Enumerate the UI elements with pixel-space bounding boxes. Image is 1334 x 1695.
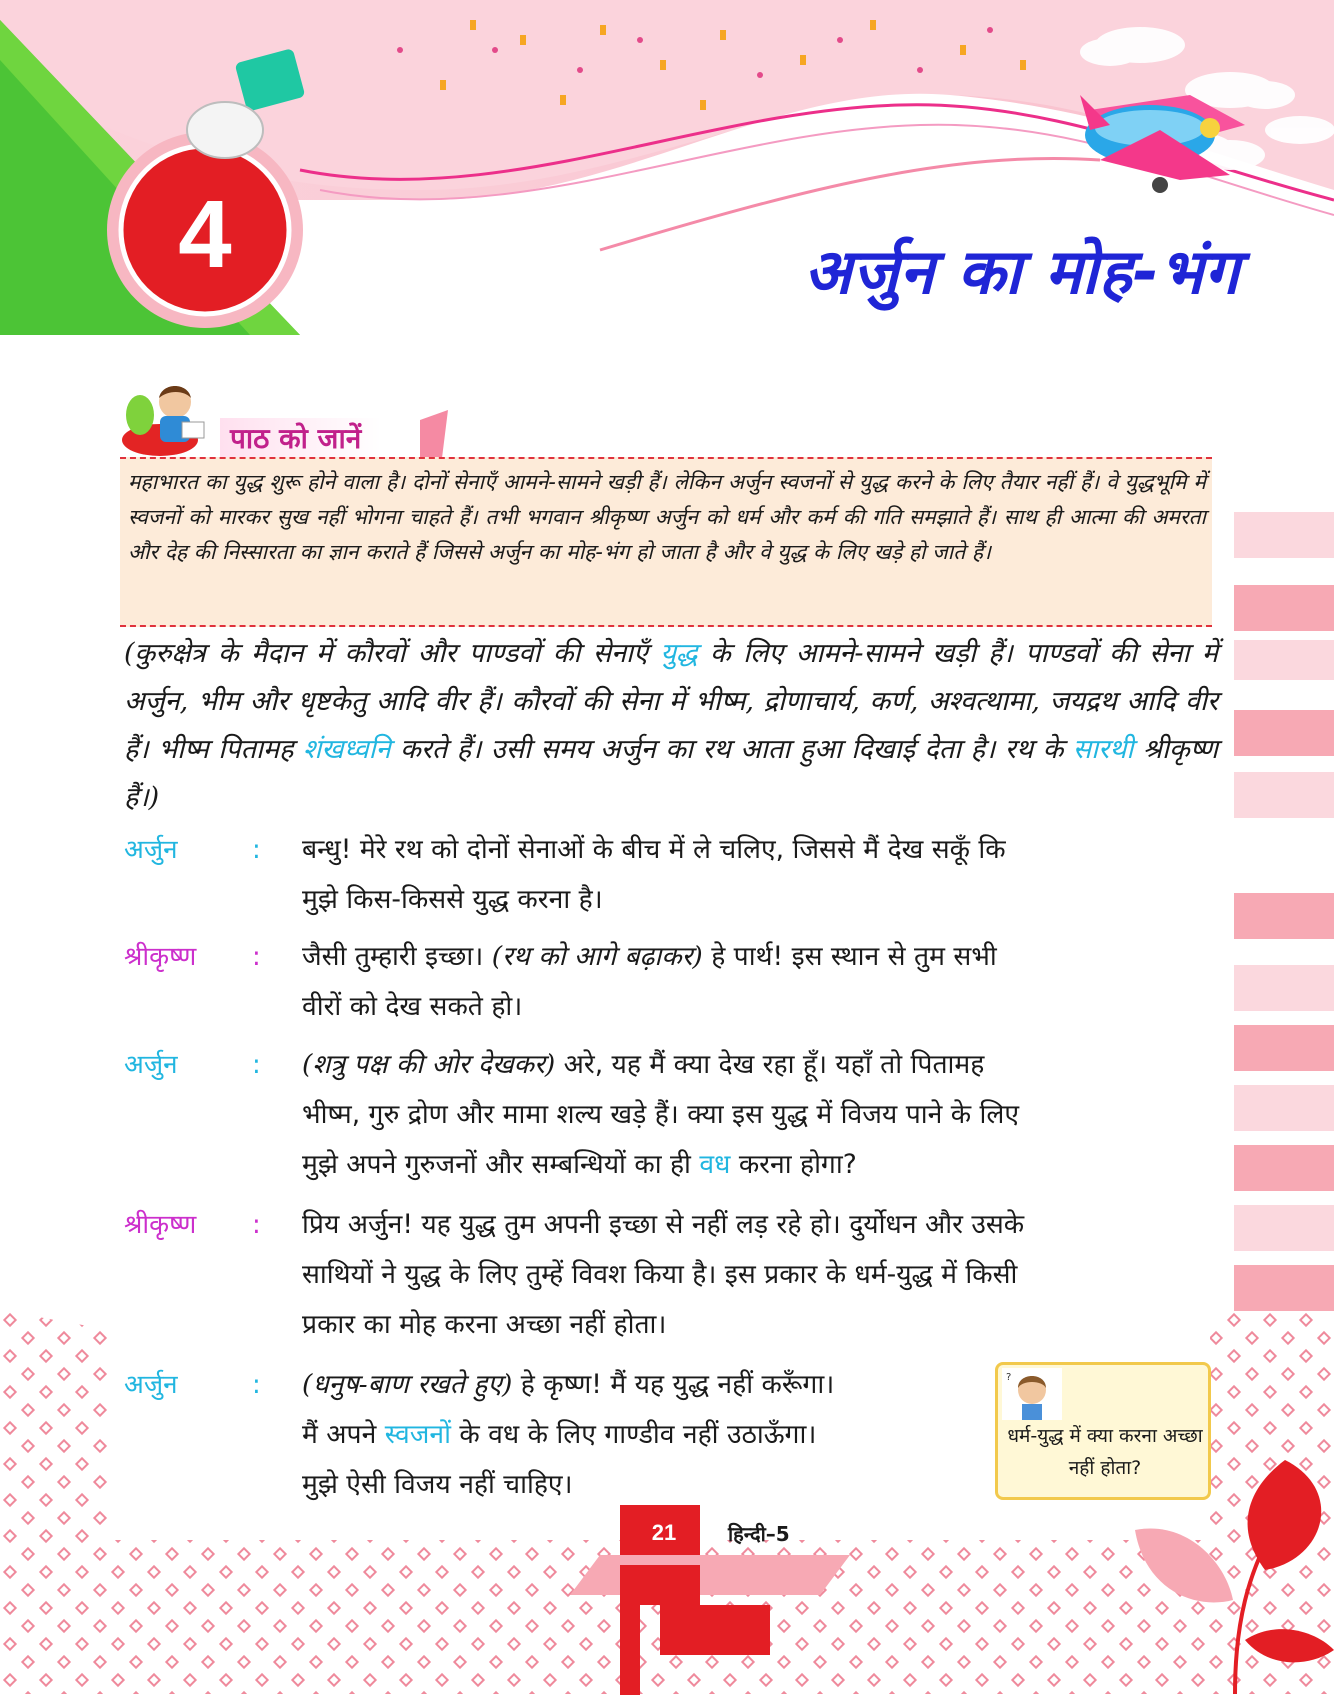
dialogue-text: के वध के लिए गाण्डीव नहीं उठाऊँगा।: [450, 1419, 817, 1450]
stage-direction-part: के लिए आमने-सामने खड़ी हैं। पाण्डवों की सेना में अर्जुन, भीम और धृष्टकेतु आदि वीर हैं। कौरवों की सेना में भीष्म, द्रोणाचार्य, कर्ण, अश्वत्थामा, जयद्रथ आदि वीर हैं। भीष्म पितामह: [124, 638, 1218, 765]
dialogue-line: [302, 1140, 1218, 1190]
dialogue-line: बन्धु! मेरे रथ को दोनों सेनाओं के बीच में ले चलिए, जिससे मैं देख सकूँ कि: [302, 834, 1006, 865]
speaker-colon: :: [252, 1210, 261, 1240]
dialogue-line: [302, 1410, 1002, 1460]
speaker-colon: :: [252, 1370, 261, 1400]
dialogue-line: भीष्म, गुरु द्रोण और मामा शल्य खड़े हैं। क्या इस युद्ध में विजय पाने के लिए: [302, 1099, 1020, 1130]
dialogue-2: [124, 932, 1218, 1042]
side-band: [1234, 1205, 1334, 1251]
chapter-title: अर्जुन का मोह-भंग: [804, 235, 1240, 308]
dialogue-text: हे कृष्ण! मैं यह युद्ध नहीं करूँगा।: [512, 1369, 835, 1400]
dialogue-line: मुझे ऐसी विजय नहीं चाहिए।: [302, 1469, 573, 1500]
side-band: [1234, 893, 1334, 939]
action-direction: (शत्रु पक्ष की ओर देखकर): [302, 1049, 556, 1080]
side-band: [1234, 1265, 1334, 1311]
stage-direction: [124, 630, 1218, 822]
speaker-colon: :: [252, 942, 261, 972]
highlight-word: युद्ध: [660, 638, 698, 669]
lesson-intro-tag: पाठ को जानें: [220, 418, 381, 458]
side-band: [1234, 772, 1334, 818]
speaker-colon: :: [252, 835, 261, 865]
highlight-word: सारथी: [1072, 734, 1134, 765]
reading-boy-icon: [120, 380, 230, 460]
page-number: 21: [651, 1520, 677, 1545]
speaker-krishna: श्रीकृष्ण: [124, 942, 197, 972]
dialogue-text: मैं अपने: [302, 1419, 385, 1450]
stage-direction-part: श्रीकृष्ण हैं।): [124, 734, 1218, 813]
action-direction: (धनुष-बाण रखते हुए): [302, 1369, 513, 1400]
book-name: हिन्दी–5: [728, 1522, 790, 1546]
dialogue-3: [124, 1040, 1218, 1200]
lesson-summary-text: महाभारत का युद्ध शुरू होने वाला है। दोनों सेनाएँ आमने-सामने खड़ी हैं। लेकिन अर्जुन स्वजनों से युद्ध करने के लिए तैयार नहीं हैं। वे युद्धभूमि में स्वजनों को मारकर सुख नहीं भोगना चाहते हैं। तभी भगवान श्रीकृष्ण अर्जुन को धर्म और कर्म की गति समझाते हैं। साथ ही आत्मा की अमरता और देह की निस्सारता का ज्ञान कराते हैं जिससे अर्जुन का मोह-भंग हो जाता है और वे युद्ध के लिए खड़े हो जाते हैं।: [128, 470, 1206, 564]
dialogue-text: हे पार्थ! इस स्थान से तुम सभी: [702, 941, 997, 972]
side-band: [1234, 512, 1334, 558]
dialogue-line: साथियों ने युद्ध के लिए तुम्हें विवश किया है। इस प्रकार के धर्म-युद्ध में किसी: [302, 1259, 1018, 1290]
stage-direction-part: (कुरुक्षेत्र के मैदान में कौरवों और पाण्डवों की सेनाएँ: [124, 638, 661, 669]
action-direction: (रथ को आगे बढ़ाकर): [491, 941, 703, 972]
dialogue-line: [302, 1360, 1002, 1410]
highlight-word: वध: [699, 1149, 731, 1180]
dialogue-1: [124, 825, 1218, 935]
dialogue-text: करना होगा?: [730, 1149, 857, 1180]
speaker-arjun: अर्जुन: [124, 835, 178, 865]
speaker-colon: :: [252, 1050, 261, 1080]
dialogue-line: मुझे किस-किससे युद्ध करना है।: [302, 884, 603, 915]
highlight-word: स्वजनों: [384, 1419, 451, 1450]
lesson-summary-box: [120, 457, 1212, 627]
tip-question: धर्म-युद्ध में क्या करना अच्छा नहीं होता?: [1007, 1425, 1203, 1479]
dialogue-line: [302, 1040, 1218, 1090]
side-band: [1234, 640, 1334, 680]
side-band: [1234, 710, 1334, 756]
side-band: [1234, 585, 1334, 631]
highlight-word: शंखध्वनि: [303, 734, 391, 765]
dialogue-line: प्रिय अर्जुन! यह युद्ध तुम अपनी इच्छा से नहीं लड़ रहे हो। दुर्योधन और उसके: [302, 1209, 1025, 1240]
stage-direction-part: करते हैं। उसी समय अर्जुन का रथ आता हुआ दिखाई देता है। रथ के: [390, 734, 1073, 765]
dialogue-text: मुझे अपने गुरुजनों और सम्बन्धियों का ही: [302, 1149, 700, 1180]
dialogue-text: जैसी तुम्हारी इच्छा।: [302, 941, 492, 972]
dialogue-line: वीरों को देख सकते हो।: [302, 991, 523, 1022]
chapter-number: 4: [178, 181, 232, 288]
svg-text:?: ?: [1006, 1372, 1012, 1383]
side-band: [1234, 965, 1334, 1011]
side-band: [1234, 1145, 1334, 1191]
side-band: [1234, 1085, 1334, 1131]
speaker-krishna: श्रीकृष्ण: [124, 1210, 197, 1240]
dialogue-text: अरे, यह मैं क्या देख रहा हूँ। यहाँ तो पितामह: [555, 1049, 985, 1080]
speaker-arjun: अर्जुन: [124, 1050, 178, 1080]
footer-page-artwork: [570, 1505, 850, 1695]
side-band: [1234, 1025, 1334, 1071]
thinking-child-icon: [1002, 1368, 1062, 1420]
speaker-arjun: अर्जुन: [124, 1370, 178, 1400]
dialogue-line: [302, 932, 1218, 982]
tag-ribbon-icon: [420, 410, 450, 460]
leaf-decoration: [1115, 1450, 1334, 1694]
dialogue-line: प्रकार का मोह करना अच्छा नहीं होता।: [302, 1309, 667, 1340]
